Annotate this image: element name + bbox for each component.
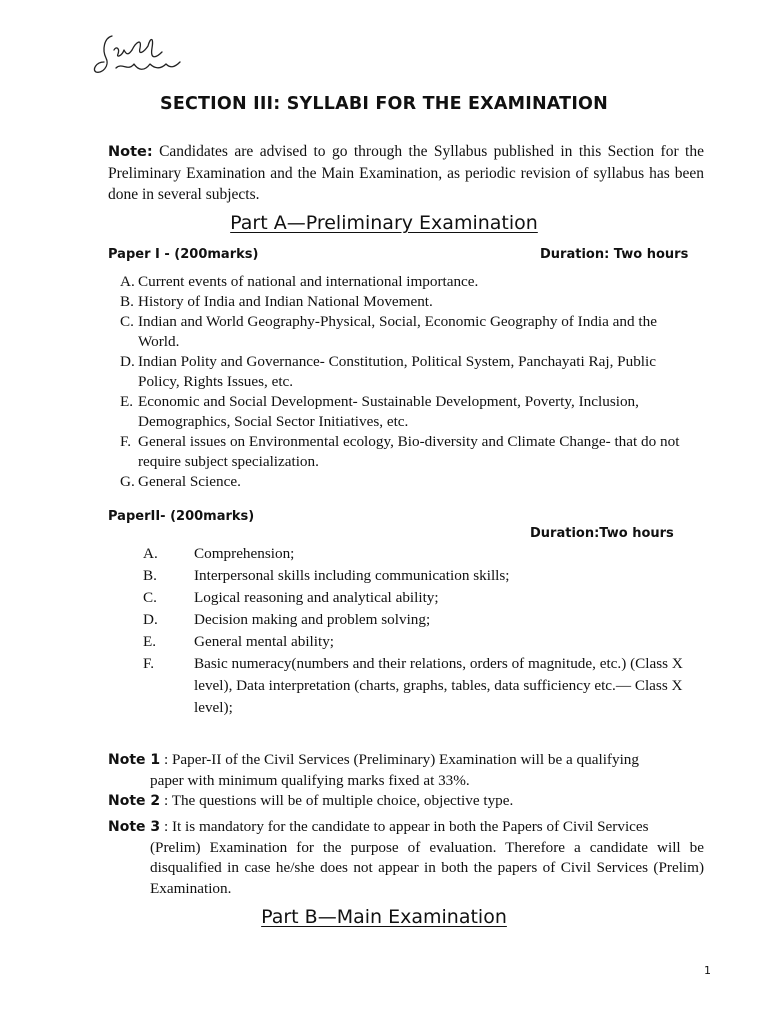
paper-1-topics: [120, 272, 680, 492]
note-1-text: Paper-II of the Civil Services (Preliminary) Examination will be a qualifying: [171, 751, 639, 768]
note-2: [108, 791, 704, 812]
list-item: [143, 631, 703, 653]
list-marker: D.: [120, 353, 135, 370]
list-item: [120, 432, 680, 472]
note-1-label: Note 1: [108, 752, 161, 768]
list-item: [143, 587, 703, 609]
list-item-text: General issues on Environmental ecology, Bio-diversity and Climate Change- that do not require subject specialization.: [138, 433, 680, 470]
part-b-heading: [0, 906, 768, 928]
list-item: [120, 472, 680, 492]
list-marker: A.: [120, 273, 135, 290]
list-marker: C.: [143, 589, 157, 606]
part-a-heading-text: Part A—Preliminary Examination: [230, 212, 538, 234]
note-3: [108, 817, 704, 899]
page-number: 1: [704, 964, 711, 977]
list-item: [143, 565, 703, 587]
list-marker: F.: [120, 433, 132, 450]
list-item-text: History of India and Indian National Movement.: [138, 293, 433, 310]
list-item-text: General Science.: [138, 473, 241, 490]
note-3-label: Note 3: [108, 819, 161, 835]
intro-note: [108, 141, 704, 205]
list-item-text: Logical reasoning and analytical ability;: [194, 589, 439, 606]
list-item-text: Current events of national and international importance.: [138, 273, 479, 290]
note-2-label: Note 2: [108, 793, 161, 809]
list-item: [120, 312, 680, 352]
list-item-text: Decision making and problem solving;: [194, 611, 431, 628]
list-item: [143, 609, 703, 631]
list-item: [143, 653, 703, 719]
list-item: [120, 272, 680, 292]
paper-1-duration: Duration: Two hours: [540, 247, 689, 262]
paper-2-label: PaperII- (200marks): [108, 509, 255, 524]
note-2-text: The questions will be of multiple choice, objective type.: [171, 792, 514, 809]
list-marker: C.: [120, 313, 134, 330]
list-item: [120, 352, 680, 392]
note-3-separator: :: [160, 818, 172, 835]
list-marker: E.: [143, 633, 157, 650]
note-3-text: It is mandatory for the candidate to appear in both the Papers of Civil Services: [171, 818, 649, 835]
note-1-separator: :: [160, 751, 172, 768]
list-marker: F.: [143, 655, 155, 672]
section-title: SECTION III: SYLLABI FOR THE EXAMINATION: [160, 94, 608, 114]
list-item: [120, 292, 680, 312]
paper-1-label: Paper I - (200marks): [108, 247, 259, 262]
list-marker: B.: [143, 567, 157, 584]
intro-note-text: Candidates are advised to go through the Syllabus published in this Section for the Preliminary Examination and the Main Examination, as periodic revision of syllabus has been done in several subjects.: [108, 143, 704, 203]
part-a-heading: [0, 212, 768, 234]
paper-2-topics: [143, 543, 703, 719]
list-item-text: Basic numeracy(numbers and their relations, orders of magnitude, etc.) (Class X level), Data interpretation (charts, graphs, tables, data sufficiency etc.— Class X level);: [194, 655, 683, 716]
paper-2-duration: Duration:Two hours: [530, 526, 674, 541]
list-marker: B.: [120, 293, 134, 310]
part-b-heading-text: Part B—Main Examination: [261, 906, 507, 928]
note-1-continuation: paper with minimum qualifying marks fixed at 33%.: [150, 771, 470, 789]
signature-image: [92, 28, 192, 84]
list-marker: G.: [120, 473, 135, 490]
list-item-text: Interpersonal skills including communication skills;: [194, 567, 510, 584]
list-item-text: Comprehension;: [194, 545, 295, 562]
note-1: [108, 750, 704, 791]
note-2-separator: :: [160, 792, 172, 809]
list-marker: A.: [143, 545, 158, 562]
list-item-text: Economic and Social Development- Sustainable Development, Poverty, Inclusion, Demographics, Social Sector Initiatives, etc.: [138, 393, 639, 430]
list-marker: D.: [143, 611, 158, 628]
list-item-text: Indian Polity and Governance- Constitution, Political System, Panchayati Raj, Public Policy, Rights Issues, etc.: [138, 353, 656, 390]
intro-note-label: Note:: [108, 144, 153, 160]
list-marker: E.: [120, 393, 134, 410]
list-item: [143, 543, 703, 565]
list-item-text: Indian and World Geography-Physical, Social, Economic Geography of India and the World.: [138, 313, 657, 350]
note-3-continuation: (Prelim) Examination for the purpose of evaluation. Therefore a candidate will be disqualified in case he/she does not appear in both the papers of Civil Services (Prelim) Examination.: [150, 838, 704, 897]
list-item-text: General mental ability;: [194, 633, 335, 650]
list-item: [120, 392, 680, 432]
